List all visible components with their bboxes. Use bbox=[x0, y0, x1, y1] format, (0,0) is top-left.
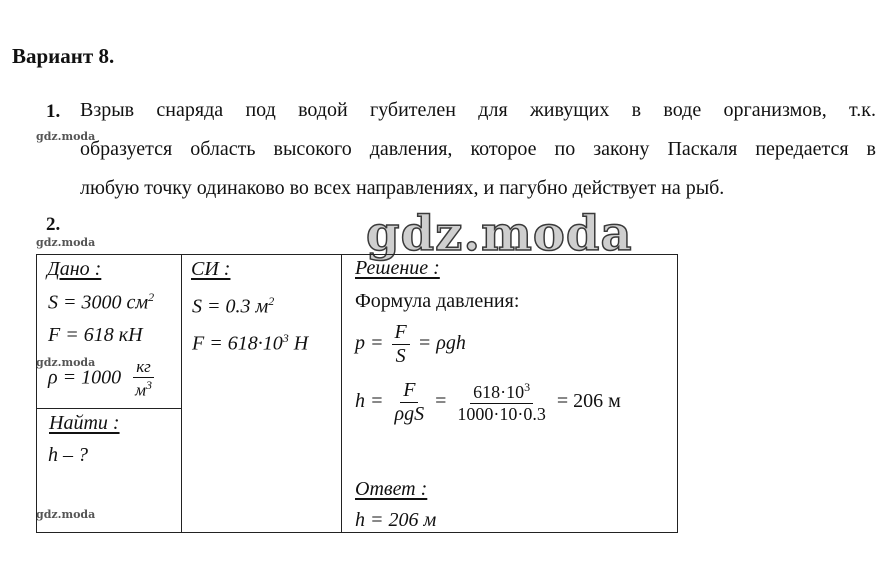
pressure-formula: p = $\frac{F}{S}$ = ρgh bbox=[355, 321, 466, 367]
find-header: Найти : bbox=[49, 412, 120, 434]
watermark-small-4: gdz.moda bbox=[36, 508, 96, 521]
watermark-small-2: gdz.moda bbox=[36, 236, 96, 249]
formula-label: Формула давления: bbox=[355, 290, 520, 312]
find-value: h – ? bbox=[48, 444, 88, 466]
given-header: Дано : bbox=[47, 258, 102, 280]
question-1-line-2: образуется область высокого давления, которое по закону Паскаля передается в bbox=[80, 138, 876, 160]
given-area: S = 3000 $см^2$ bbox=[48, 290, 155, 314]
answer-header: Ответ : bbox=[355, 478, 428, 500]
given-find-divider bbox=[36, 408, 182, 409]
watermark-small-3: gdz.moda bbox=[36, 356, 96, 369]
height-calculation: h = $\frac{F}{\text{ρgS}}$ = $\frac{618\cdot 10^3}{1000\cdot 10\cdot 0.3}$ = 206 м bbox=[355, 379, 621, 425]
given-density: ρ = 1000 $\frac{кг}{м^3}$ bbox=[48, 357, 152, 400]
page-title: Вариант 8. bbox=[12, 44, 115, 68]
si-area: S = 0.3 $м^2$ bbox=[192, 294, 275, 318]
given-force: F = 618 кН bbox=[48, 324, 143, 346]
watermark-small-1: gdz.moda bbox=[36, 130, 96, 143]
question-2-number: 2. bbox=[46, 214, 61, 235]
table-divider-1 bbox=[181, 254, 182, 533]
si-force: $F = 618\cdot 10^3$ Н bbox=[192, 331, 309, 355]
question-1-line-1: Взрыв снаряда под водой губителен для живущих в воде организмов, т.к. bbox=[80, 99, 876, 121]
si-header: СИ : bbox=[191, 258, 231, 280]
watermark-logo: gdz.moda bbox=[366, 206, 633, 262]
question-1-number: 1. bbox=[46, 101, 61, 122]
table-divider-2 bbox=[341, 254, 342, 533]
answer-value: h = 206 м bbox=[355, 509, 437, 531]
solution-header: Решение : bbox=[355, 257, 440, 279]
question-1-line-3: любую точку одинаково во всех направлениях, и пагубно действует на рыб. bbox=[80, 177, 725, 199]
